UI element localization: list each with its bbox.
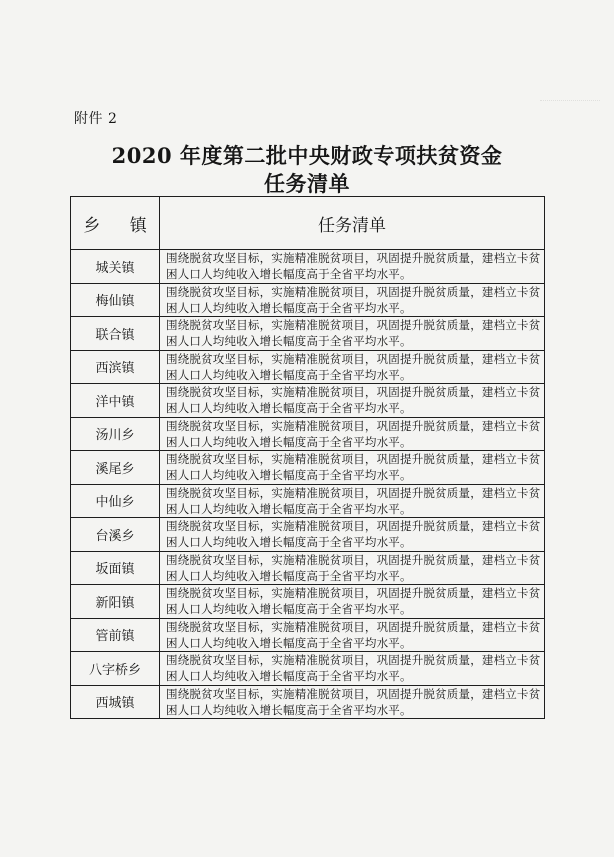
document-title-line2: 任务清单 [264,171,350,196]
table-row [71,585,545,619]
scan-artifact [540,100,600,121]
town-cell: 中仙乡 [71,484,160,518]
task-cell: 围绕脱贫攻坚目标，实施精准脱贫项目，巩固提升脱贫质量，建档立卡贫困人口人均纯收入增长幅度高于全省平均水平。 [160,384,545,418]
table-row [71,350,545,384]
town-cell: 坂面镇 [71,551,160,585]
table-row [71,451,545,485]
attachment-label: 附件 2 [74,111,118,127]
table-row [71,283,545,317]
task-cell: 围绕脱贫攻坚目标，实施精准脱贫项目，巩固提升脱贫质量，建档立卡贫困人口人均纯收入增长幅度高于全省平均水平。 [160,417,545,451]
table-body [71,250,545,719]
town-cell: 城关镇 [71,250,160,284]
table-header-row [71,197,545,250]
task-cell: 围绕脱贫攻坚目标，实施精准脱贫项目，巩固提升脱贫质量，建档立卡贫困人口人均纯收入增长幅度高于全省平均水平。 [160,585,545,619]
table-row [71,484,545,518]
town-cell: 汤川乡 [71,417,160,451]
table-row [71,317,545,351]
header-town: 乡 镇 [71,197,160,250]
table-row [71,618,545,652]
town-cell: 新阳镇 [71,585,160,619]
table-row [71,551,545,585]
task-cell: 围绕脱贫攻坚目标，实施精准脱贫项目，巩固提升脱贫质量，建档立卡贫困人口人均纯收入增长幅度高于全省平均水平。 [160,518,545,552]
task-cell: 围绕脱贫攻坚目标，实施精准脱贫项目，巩固提升脱贫质量，建档立卡贫困人口人均纯收入增长幅度高于全省平均水平。 [160,250,545,284]
document-title-line1: 2020 年度第二批中央财政专项扶贫资金 [111,143,503,168]
town-cell: 梅仙镇 [71,283,160,317]
table-row [71,518,545,552]
task-cell: 围绕脱贫攻坚目标，实施精准脱贫项目，巩固提升脱贫质量，建档立卡贫困人口人均纯收入增长幅度高于全省平均水平。 [160,685,545,719]
town-cell: 八字桥乡 [71,652,160,686]
task-cell: 围绕脱贫攻坚目标，实施精准脱贫项目，巩固提升脱贫质量，建档立卡贫困人口人均纯收入增长幅度高于全省平均水平。 [160,283,545,317]
town-cell: 洋中镇 [71,384,160,418]
table-row [71,384,545,418]
town-cell: 西滨镇 [71,350,160,384]
task-cell: 围绕脱贫攻坚目标，实施精准脱贫项目，巩固提升脱贫质量，建档立卡贫困人口人均纯收入增长幅度高于全省平均水平。 [160,484,545,518]
task-cell: 围绕脱贫攻坚目标，实施精准脱贫项目，巩固提升脱贫质量，建档立卡贫困人口人均纯收入增长幅度高于全省平均水平。 [160,551,545,585]
table-row [71,652,545,686]
task-cell: 围绕脱贫攻坚目标，实施精准脱贫项目，巩固提升脱贫质量，建档立卡贫困人口人均纯收入增长幅度高于全省平均水平。 [160,451,545,485]
town-cell: 溪尾乡 [71,451,160,485]
task-cell: 围绕脱贫攻坚目标，实施精准脱贫项目，巩固提升脱贫质量，建档立卡贫困人口人均纯收入增长幅度高于全省平均水平。 [160,350,545,384]
town-cell: 西城镇 [71,685,160,719]
town-cell: 管前镇 [71,618,160,652]
table-row [71,250,545,284]
task-cell: 围绕脱贫攻坚目标，实施精准脱贫项目，巩固提升脱贫质量，建档立卡贫困人口人均纯收入增长幅度高于全省平均水平。 [160,317,545,351]
task-cell: 围绕脱贫攻坚目标，实施精准脱贫项目，巩固提升脱贫质量，建档立卡贫困人口人均纯收入增长幅度高于全省平均水平。 [160,618,545,652]
task-table [70,196,545,719]
task-cell: 围绕脱贫攻坚目标，实施精准脱贫项目，巩固提升脱贫质量，建档立卡贫困人口人均纯收入增长幅度高于全省平均水平。 [160,652,545,686]
town-cell: 联合镇 [71,317,160,351]
table-row [71,417,545,451]
table-row [71,685,545,719]
town-cell: 台溪乡 [71,518,160,552]
header-task: 任务清单 [160,197,545,250]
